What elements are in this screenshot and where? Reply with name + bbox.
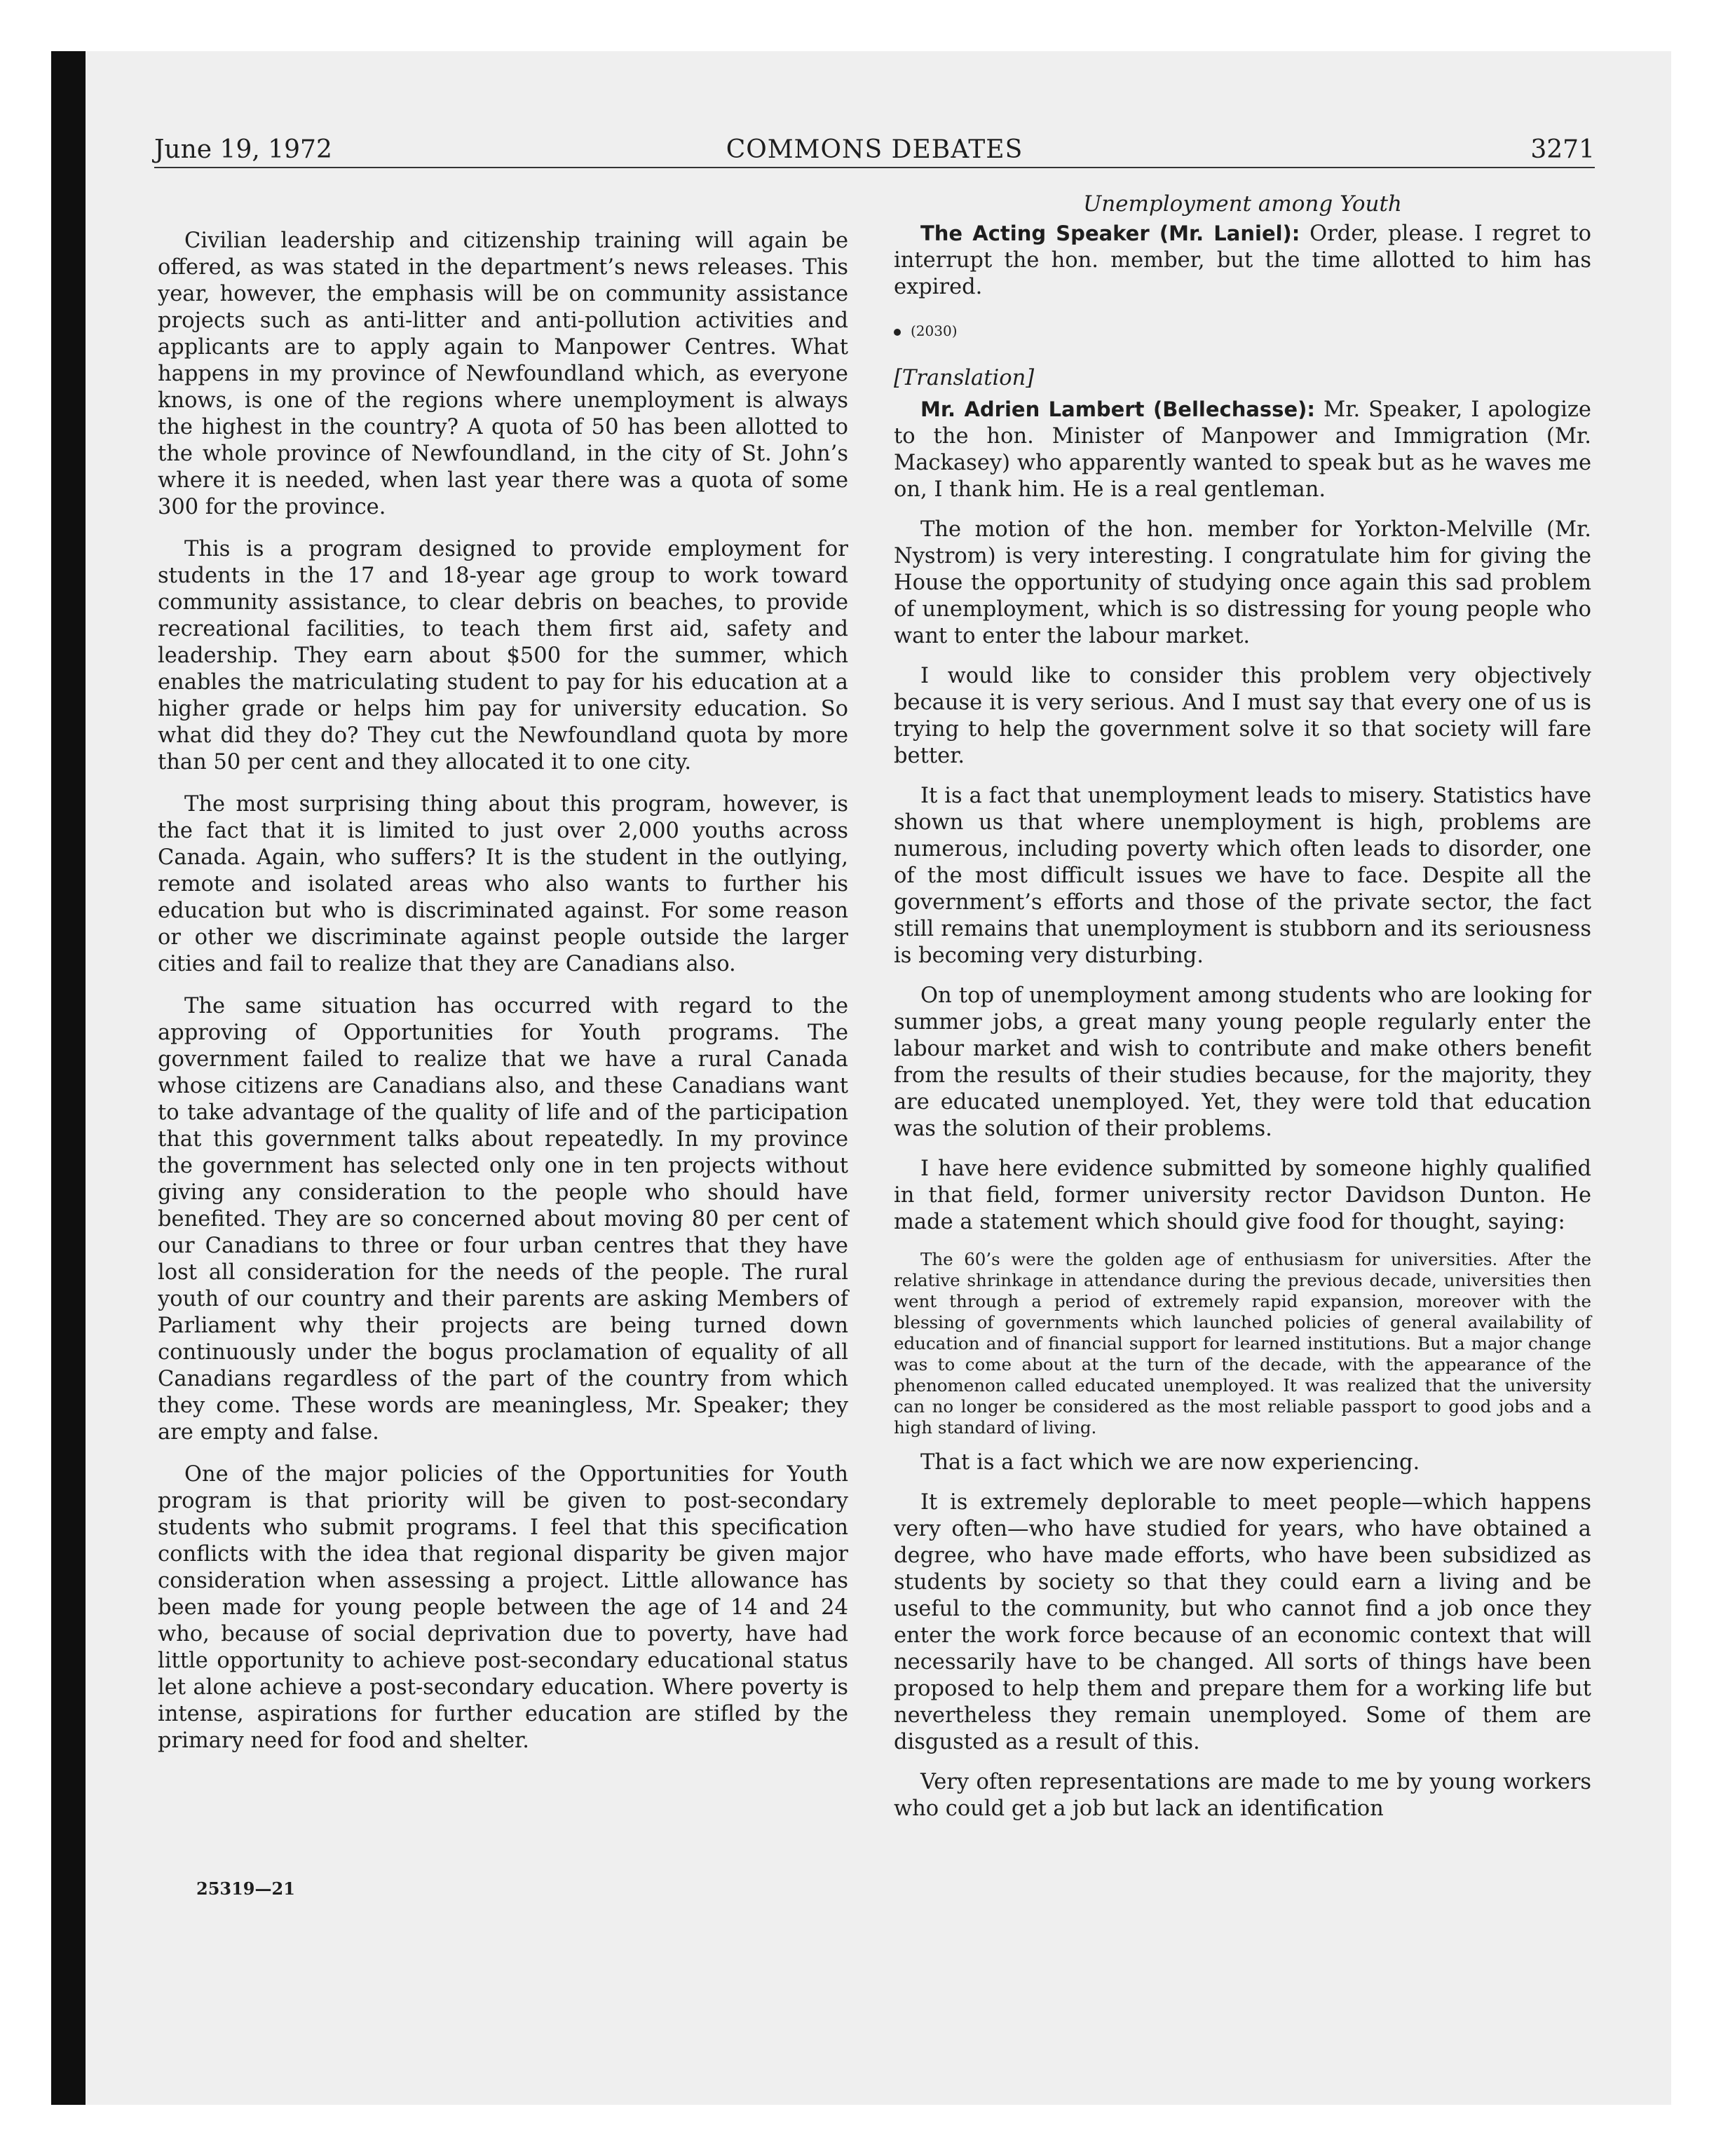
block-quote: The 60’s were the golden age of enthusiasm for universities. After the relative shrinkage in attendance during the previous decade, universities then went through a period of extremely rapid expansion, moreover with the blessing of governments which launched policies of general availability of education and of financial support for learned institutions. But a major change was to come about at the turn of the decade, with the appearance of the phenomenon called educated unemployed. It was realized that the university can no longer be considered as the most reliable passport to good jobs and a high standard of living.: [894, 1249, 1591, 1438]
paragraph: Civilian leadership and citizenship training will again be offered, as was stated in the department’s news releases. This year, however, the emphasis will be on community assistance projects such as anti-litter and anti-pollution activities and applicants are to apply again to Manpower Centres. What happens in my province of Newfoundland which, as everyone knows, is one of the regions where unemployment is always the highest in the country? A quota of 50 has been allotted to the whole province of Newfoundland, in the city of St. John’s where it is needed, when last year there was a quota of some 300 for the province.: [158, 228, 848, 519]
translation-note: [Translation]: [894, 366, 1035, 390]
header-title: COMMONS DEBATES: [726, 135, 1023, 164]
paragraph: On top of unemployment among students who are looking for summer jobs, a great many young people regularly enter the labour market and wish to contribute and make others benefit from the results of their studies because, for the majority, they are educated unemployed. Yet, they were told that education was the solution of their problems.: [894, 983, 1591, 1141]
page-header: [154, 133, 1595, 168]
speech-text: Order, please. I regret to interrupt the hon. member, but the time allotted to him has expired.: [894, 221, 1591, 299]
paragraph: It is extremely deplorable to meet people—which happens very often—who have studied for years, who have obtained a degree, who have made efforts, who have been subsidized as students by society so that they could earn a living and be useful to the community, but who cannot find a job once they enter the work force because of an economic context that will necessarily have to be changed. All sorts of things have been proposed to help them and prepare them for a working life but nevertheless they remain unemployed. Some of them are disgusted as a result of this.: [894, 1490, 1591, 1754]
time-marker-text: (2030): [911, 322, 958, 339]
printer-code: 25319—21: [196, 1878, 295, 1899]
paragraph: One of the major policies of the Opportunities for Youth program is that priority will be given to post-secondary students who submit programs. I feel that this specification conflicts with the idea that regional disparity be given major consideration when assessing a project. Little allowance has been made for young people between the age of 14 and 24 who, because of social deprivation due to poverty, have had little opportunity to achieve post-secondary educational status let alone achieve a post-secondary education. Where poverty is intense, aspirations for further education are stifled by the primary need for food and shelter.: [158, 1462, 848, 1753]
paragraph: I would like to consider this problem very objectively because it is very serious. And I must say that every one of us is trying to help the government solve it so that society will fare better.: [894, 664, 1591, 768]
paragraph: That is a fact which we are now experiencing.: [920, 1450, 1420, 1475]
paragraph: The most surprising thing about this program, however, is the fact that it is limited to just over 2,000 youths across Canada. Again, who suffers? It is the student in the outlying, remote and isolated areas who also wants to further his education but who is discriminated against. For some reason or other we discriminate against people outside the larger cities and fail to realize that they are Canadians also.: [158, 792, 848, 976]
left-column: [158, 228, 848, 1770]
speaker-name: Mr. Adrien Lambert (Bellechasse):: [920, 397, 1315, 421]
speaker-name: The Acting Speaker (Mr. Laniel):: [920, 221, 1300, 245]
paragraph: It is a fact that unemployment leads to misery. Statistics have shown us that where unemployment is high, problems are numerous, including poverty which often leads to disorder, one of the most difficult issues we have to face. Despite all the government’s efforts and those of the private sector, the fact still remains that unemployment is stubborn and its seriousness is becoming very disturbing.: [894, 784, 1591, 968]
paragraph: The motion of the hon. member for Yorkton-Melville (Mr. Nystrom) is very interesting. I congratulate him for giving the House the opportunity of studying once again this sad problem of unemployment, which is so distressing for young people who want to enter the labour market.: [894, 517, 1591, 648]
header-page-number: 3271: [1530, 135, 1595, 164]
paragraph: Very often representations are made to me by young workers who could get a job but lack an identification: [894, 1770, 1591, 1821]
speech-text: Mr. Speaker, I apologize to the hon. Minister of Manpower and Immigration (Mr. Mackasey) who apparently wanted to speak but as he waves me on, I thank him. He is a real gentleman.: [894, 397, 1591, 502]
paragraph: The same situation has occurred with regard to the approving of Opportunities for Youth programs. The government failed to realize that we have a rural Canada whose citizens are Canadians also, and these Canadians want to take advantage of the quality of life and of the participation that this government talks about repeatedly. In my province the government has selected only one in ten projects without giving any consideration to the people who should have benefited. They are so concerned about moving 80 per cent of our Canadians to three or four urban centres that they have lost all consideration for the needs of the people. The rural youth of our country and their parents are asking Members of Parliament why their projects are being turned down continuously under the bogus proclamation of equality of all Canadians regardless of the part of the country from which they come. These words are meaningless, Mr. Speaker; they are empty and false.: [158, 994, 848, 1445]
time-marker: [894, 318, 1591, 344]
header-date: June 19, 1972: [154, 135, 332, 164]
right-column: [894, 191, 1591, 1836]
speech-lambert: [894, 396, 1591, 503]
speech-acting-speaker: [894, 220, 1591, 301]
bullet-dot-icon: [894, 329, 901, 336]
section-heading: Unemployment among Youth: [1083, 191, 1402, 217]
paragraph: I have here evidence submitted by someone highly qualified in that field, former university rector Davidson Dunton. He made a statement which should give food for thought, saying:: [894, 1157, 1591, 1234]
paragraph: This is a program designed to provide employment for students in the 17 and 18-year age group to work toward community assistance, to clear debris on beaches, to provide recreational facilities, to teach them first aid, safety and leadership. They earn about $500 for the summer, which enables the matriculating student to pay for his education at a higher grade or helps him pay for university education. So what did they do? They cut the Newfoundland quota by more than 50 per cent and they allocated it to one city.: [158, 537, 848, 775]
page-content: [154, 133, 1595, 1899]
scan-edge-shadow: [51, 51, 86, 2105]
